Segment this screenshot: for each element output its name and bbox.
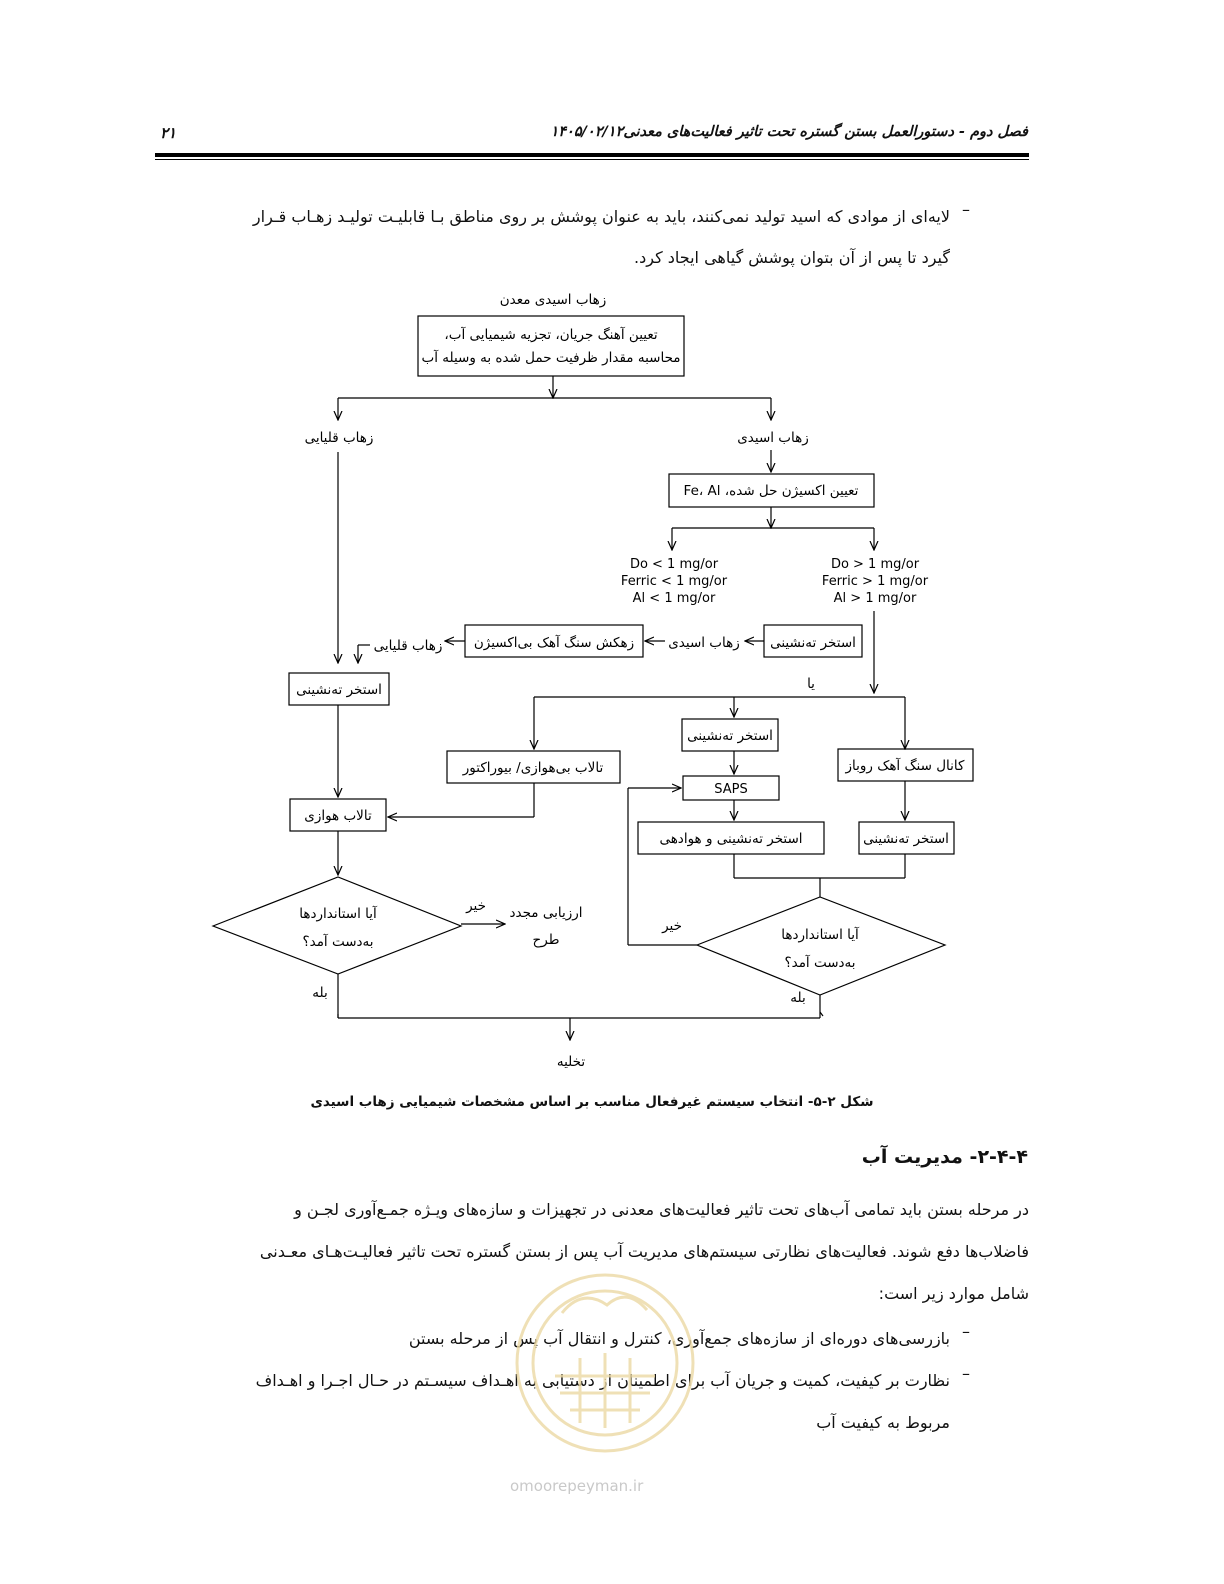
flow-cond-left-1: Do < 1 mg/or — [629, 557, 719, 572]
flow-text-settle-aerate: استخر ته‌نشینی و هوادهی — [659, 831, 803, 847]
flow-text-diamond-left-2: به‌دست آمد؟ — [302, 934, 374, 950]
flow-text-settling-left: استخر ته‌نشینی — [296, 682, 382, 698]
flow-label-alkaline-2: زهاب قلیایی — [373, 638, 443, 654]
flow-label-discharge: تخلیه — [556, 1054, 586, 1070]
flow-decision-left — [213, 877, 461, 974]
flow-label-acidic: زهاب اسیدی — [737, 430, 809, 446]
bullet-dash: – — [962, 200, 970, 219]
paragraph-line-3: شامل موارد زیر است: — [878, 1284, 1029, 1303]
flow-text-diamond-left-1: آیا استانداردها — [299, 906, 377, 922]
section-heading: ۲-۴-۴- مدیریت آب — [861, 1146, 1028, 1168]
flow-text-reassess-1: ارزیابی مجدد — [509, 905, 583, 921]
flow-label-no-right: خیر — [662, 918, 682, 934]
flow-text-diamond-right-1: آیا استانداردها — [781, 927, 859, 943]
flow-text-saps: SAPS — [714, 782, 748, 797]
flow-box-flow-analysis — [418, 316, 684, 376]
flow-text-settling-1: استخر ته‌نشینی — [770, 635, 856, 651]
intro-bullet-line-2: گیرد تا پس از آن بتوان پوشش گیاهی ایجاد کرد. — [634, 248, 950, 267]
flow-text-dissolved-oxygen: تعیین اکسیژن حل شده، Fe، Al — [683, 483, 859, 499]
flow-label-no-left: خیر — [466, 898, 486, 914]
flow-label-or: یا — [807, 676, 815, 692]
running-header-title: فصل دوم - دستورالعمل بستن گستره تحت تاثیر فعالیت‌های معدنی۱۴۰۵/۰۲/۱۲ — [550, 124, 1028, 140]
flow-text-anaerobic-bioreactor: تالاب بی‌هوازی/ بیوراکتور — [462, 760, 604, 776]
bullet-dash: – — [962, 1322, 970, 1341]
flow-text-settling-mid: استخر ته‌نشینی — [687, 728, 773, 744]
flow-text-diamond-right-2: به‌دست آمد؟ — [784, 955, 856, 971]
flow-text-reassess-2: طرح — [532, 932, 560, 948]
flow-cond-right-2: Ferric > 1 mg/or — [821, 574, 929, 589]
page-number: ۲۱ — [160, 124, 177, 142]
paragraph-line-1: در مرحله بستن باید تمامی آب‌های تحت تاثیر فعالیت‌های معدنی در تجهیزات و سازه‌های ویـژه جمـع‌آوری لجـن و — [294, 1200, 1029, 1219]
bullet-item-2-line-2: مربوط به کیفیت آب — [816, 1413, 950, 1432]
watermark-url: omoorepeyman.ir — [510, 1477, 644, 1495]
flow-cond-right-3: Al > 1 mg/or — [833, 591, 917, 606]
flow-text-aerobic-wetland: تالاب هوازی — [304, 808, 372, 824]
flow-label-acidic-2: زهاب اسیدی — [668, 635, 740, 651]
flow-text-settling-right: استخر ته‌نشینی — [863, 831, 949, 847]
bullet-item-2-line-1: نظارت بر کیفیت، کمیت و جریان آب برای اطمینان از دستیابی به اهـداف سیسـتم در حـال اجـرا و اهـداف — [255, 1371, 950, 1390]
flow-text-top-line-1: تعیین آهنگ جریان، تجزیه شیمیایی آب، — [444, 327, 658, 343]
figure-caption: شکل ۲-۵- انتخاب سیستم غیرفعال مناسب بر اساس مشخصات شیمیایی زهاب اسیدی — [310, 1094, 874, 1110]
bullet-item-1: بازرسی‌های دوره‌ای از سازه‌های جمع‌آوری، کنترل و انتقال آب پس از مرحله بستن — [408, 1329, 950, 1348]
flow-text-limestone-channel: کانال سنگ آهک روباز — [845, 758, 965, 774]
flow-cond-left-2: Ferric < 1 mg/or — [620, 574, 728, 589]
flow-label-alkaline: زهاب قلیایی — [304, 430, 374, 446]
bullet-dash: – — [962, 1364, 970, 1383]
watermark-seal-icon — [500, 1258, 710, 1458]
paragraph-line-2: فاضلاب‌ها دفع شوند. فعالیت‌های نظارتی سیستم‌های مدیریت آب پس از بستن گستره تحت تاثیر فعالیـت‌هـای معـدنی — [259, 1242, 1029, 1261]
flow-cond-right-1: Do > 1 mg/or — [830, 557, 920, 572]
flow-label-acid-mine-drainage: زهاب اسیدی معدن — [499, 292, 607, 308]
flow-cond-left-3: Al < 1 mg/or — [632, 591, 716, 606]
flow-text-top-line-2: محاسبه مقدار ظرفیت حمل شده به وسیله آب — [421, 350, 681, 366]
flow-decision-right — [697, 897, 945, 995]
flow-text-anoxic-drain: زهکش سنگ آهک بی‌اکسیژن — [473, 635, 635, 651]
flow-label-yes-left: بله — [312, 985, 328, 1001]
flow-label-yes-right: بله — [790, 990, 806, 1006]
intro-bullet-line-1: لایه‌ای از موادی که اسید تولید نمی‌کنند، باید به عنوان پوشش بر روی مناطق بـا قابلیـت تولیـد زهـاب قـرار — [252, 207, 950, 226]
